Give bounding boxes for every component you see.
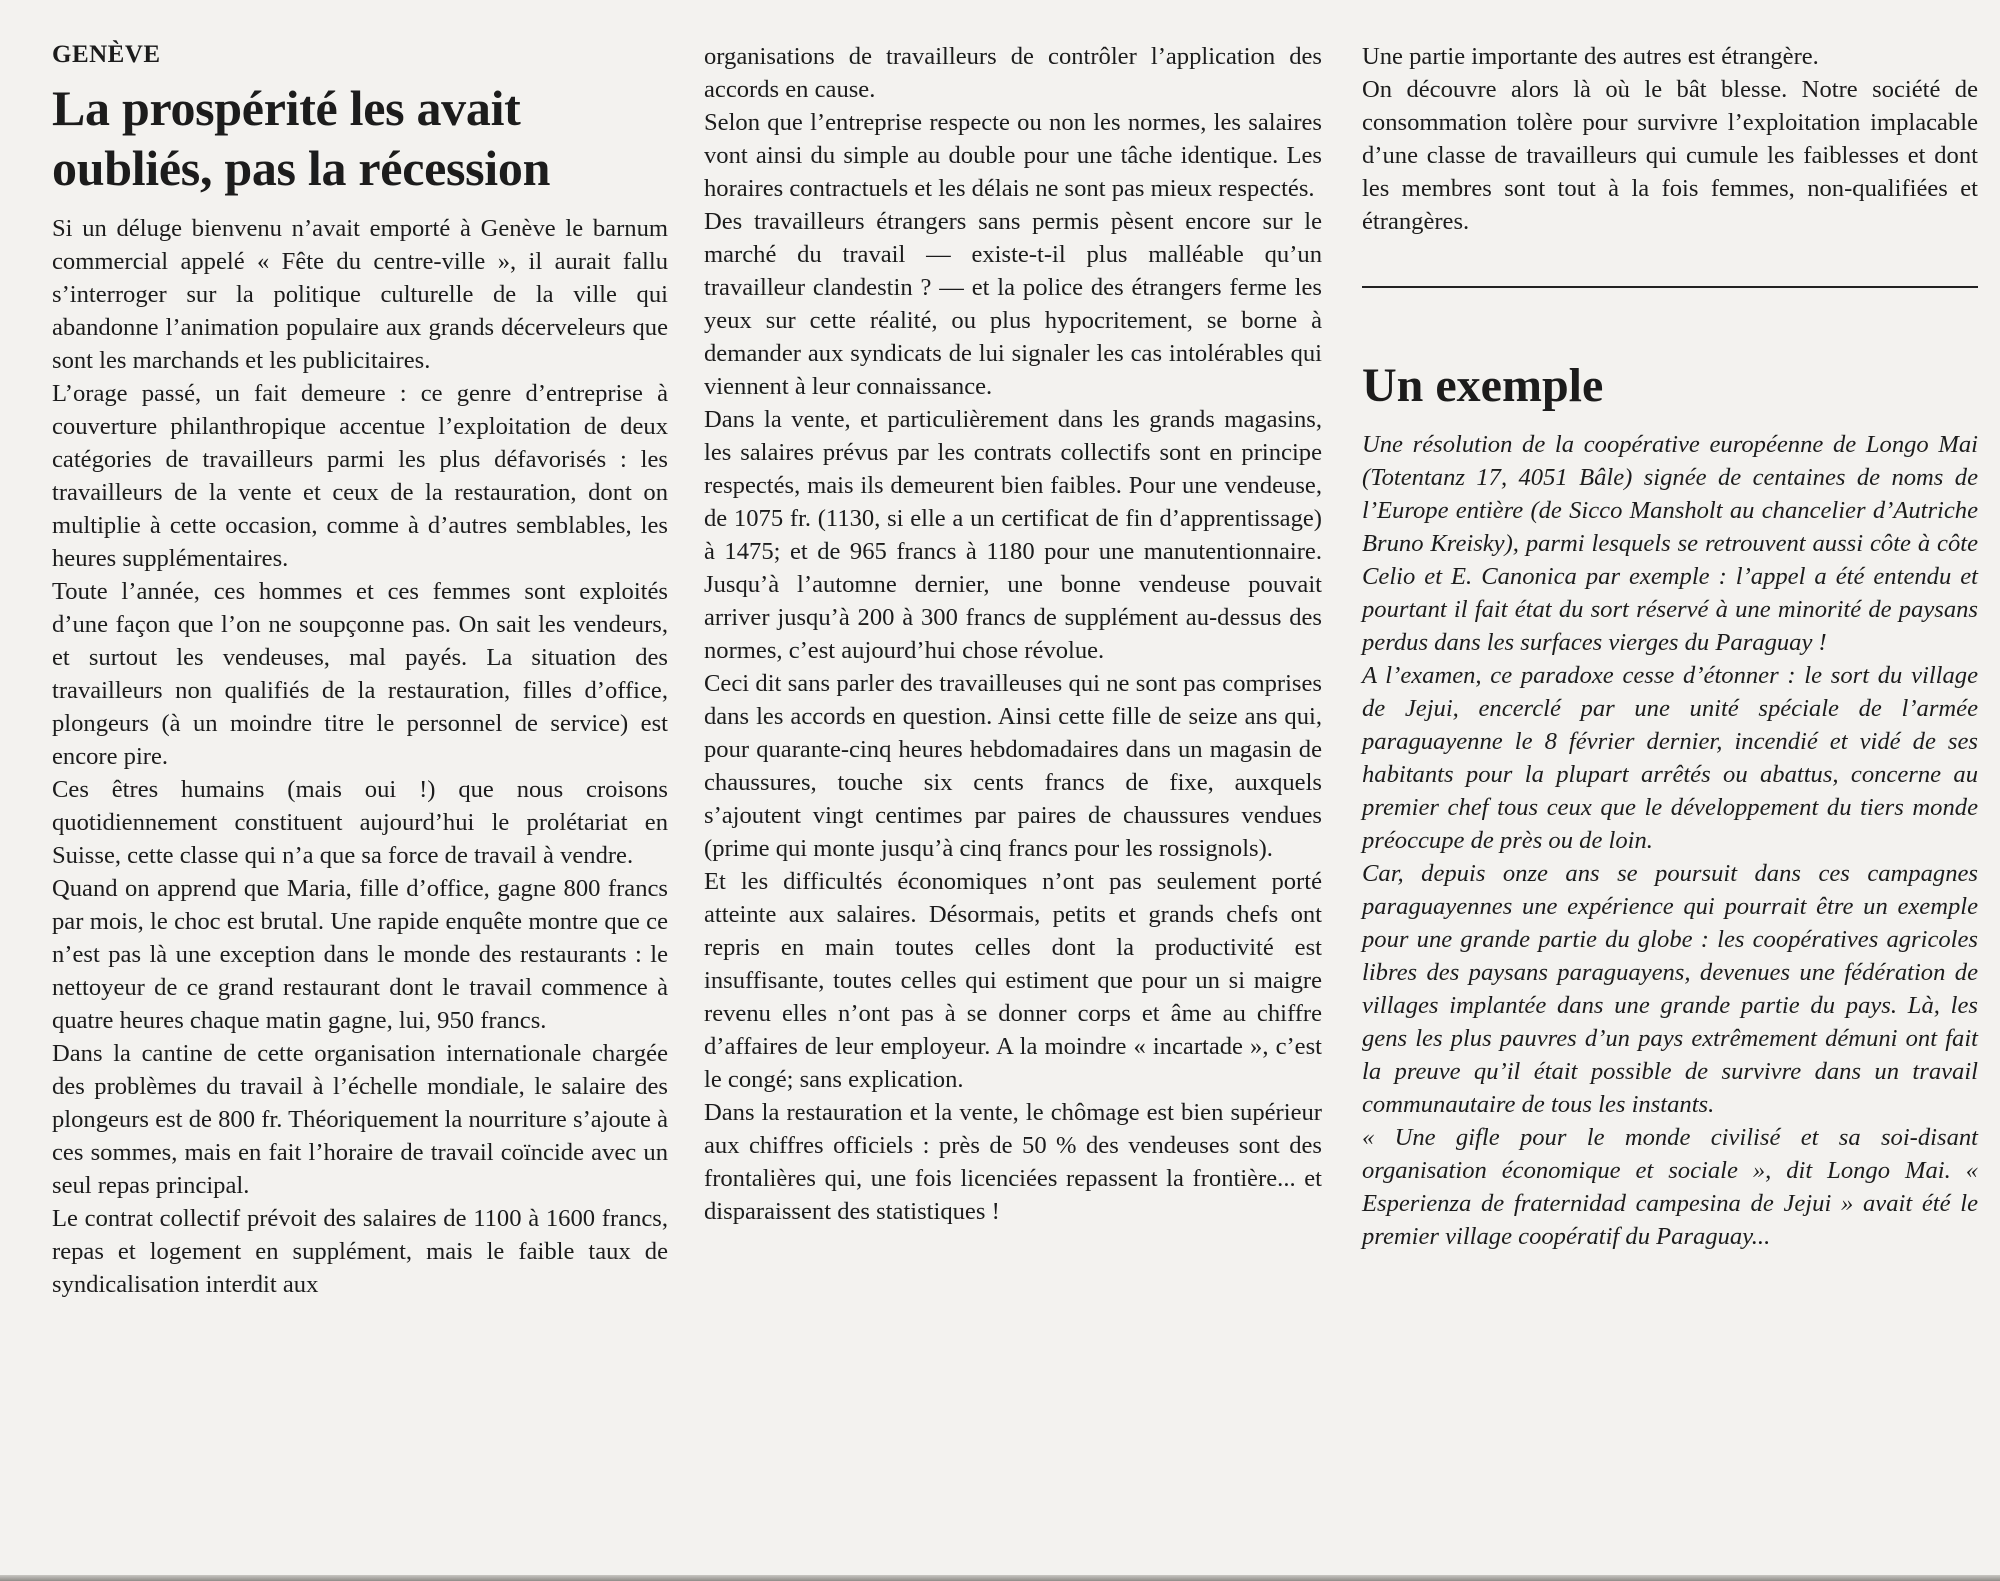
sidebar-paragraph: A l’examen, ce paradoxe cesse d’étonner : le sort du village de Jejui, encerclé par une unité spéciale de l’armée paraguayenne le 8 février dernier, incendié et vidé de ses habitants pour la plupart arrêtés ou abattus, concerne au premier chef tous ceux que le développement du tiers monde préoccupe de près ou de loin. [1362,662,1978,854]
column-3 [1362,40,1978,1253]
paragraph: Quand on apprend que Maria, fille d’office, gagne 800 francs par mois, le choc est brutal. Une rapide enquête montre que ce n’est pas là une exception dans le monde des restaurants : le nettoyeur de ce grand restaurant dont le travail commence à quatre heures chaque matin gagne, lui, 950 francs. [52,875,668,1034]
paragraph: Selon que l’entreprise respecte ou non les normes, les salaires vont ainsi du simple au double pour une tâche identique. Les horaires contractuels et les délais ne sont pas mieux respectés. [704,109,1322,202]
paragraph: Dans la cantine de cette organisation internationale chargée des problèmes du travail à l’échelle mondiale, le salaire des plongeurs est de 800 fr. Théoriquement la nourriture s’ajoute à ces sommes, mais en fait l’horaire de travail coïncide avec un seul repas principal. [52,1040,668,1199]
paragraph: Si un déluge bienvenu n’avait emporté à Genève le barnum commercial appelé « Fête du centre-ville », il aurait fallu s’interroger sur la politique culturelle de la ville qui abandonne l’animation populaire aux grands décerveleurs que sont les marchands et les publicitaires. [52,215,668,374]
page-edge [0,1575,2000,1581]
sidebar-paragraph: « Une gifle pour le monde civilisé et sa soi-disant organisation économique et sociale », dit Longo Mai. « Esperienza de fraternidad campesina de Jejui » avait été le premier village coopératif du Paraguay... [1362,1124,1978,1250]
paragraph: Et les difficultés économiques n’ont pas seulement porté atteinte aux salaires. Désormais, petits et grands chefs ont repris en main toutes celles dont la productivité est insuffisante, toutes celles qui estiment que pour un si maigre revenu elles n’ont pas à se donner corps et âme au chiffre d’affaires de leur employeur. A la moindre « incartade », c’est le congé; sans explication. [704,868,1322,1093]
paragraph: Le contrat collectif prévoit des salaires de 1100 à 1600 francs, repas et logement en supplément, mais le faible taux de syndicalisation interdit aux [52,1205,668,1298]
paragraph: Ceci dit sans parler des travailleuses qui ne sont pas comprises dans les accords en question. Ainsi cette fille de seize ans qui, pour quarante-cinq heures hebdomadaires dans un magasin de chaussures, touche six cents francs de fixe, auxquels s’ajoutent vingt centimes par paires de chaussures vendues (prime qui monte jusqu’à cinq francs pour les rossignols). [704,670,1322,862]
paragraph: On découvre alors là où le bât blesse. Notre société de consommation tolère pour survivre l’exploitation implacable d’une classe de travailleurs qui cumule les faiblesses et dont les membres sont tout à la fois femmes, non-qualifiées et étrangères. [1362,76,1978,235]
paragraph: Toute l’année, ces hommes et ces femmes sont exploités d’une façon que l’on ne soupçonne pas. On sait les vendeurs, et surtout les vendeuses, mal payés. La situation des travailleurs non qualifiés de la restauration, filles d’office, plongeurs (à un moindre titre le personnel de service) est encore pire. [52,578,668,770]
section-divider [1362,286,1978,288]
paragraph: organisations de travailleurs de contrôler l’application des accords en cause. [704,43,1322,103]
kicker: GENÈVE [52,41,161,68]
sidebar-title: Un exemple [1362,359,1604,412]
paragraph: Dans la vente, et particulièrement dans les grands magasins, les salaires prévus par les contrats collectifs sont en principe respectés, mais ils demeurent bien faibles. Pour une vendeuse, de 1075 fr. (1130, si elle a un certificat de fin d’apprentissage) à 1475; et de 965 francs à 1180 pour une manutentionnaire. Jusqu’à l’automne dernier, une bonne vendeuse pouvait arriver jusqu’à 200 à 300 francs de supplément au-dessus des normes, c’est aujourd’hui chose révolue. [704,406,1322,664]
headline: La prospérité les avait oubliés, pas la récession [52,80,551,196]
column-2 [704,40,1322,1228]
paragraph: Ces êtres humains (mais oui !) que nous croisons quotidiennement constituent aujourd’hui le prolétariat en Suisse, cette classe qui n’a que sa force de travail à vendre. [52,776,668,869]
paragraph: L’orage passé, un fait demeure : ce genre d’entreprise à couverture philanthropique accentue l’exploitation de deux catégories de travailleurs parmi les plus défavorisés : les travailleurs de la vente et ceux de la restauration, dont on multiplie à cette occasion, comme à d’autres semblables, les heures supplémentaires. [52,380,668,572]
column-1 [52,40,668,1301]
sidebar-paragraph: Une résolution de la coopérative européenne de Longo Mai (Totentanz 17, 4051 Bâle) signée de centaines de noms de l’Europe entière (de Sicco Mansholt au chancelier d’Autriche Bruno Kreisky), parmi lesquels se retrouvent aussi côte à côte Celio et E. Canonica par exemple : l’appel a été entendu et pourtant il fait état du sort réservé à une minorité de paysans perdus dans les surfaces vierges du Paraguay ! [1362,431,1978,656]
paragraph: Une partie importante des autres est étrangère. [1362,43,1819,70]
paragraph: Dans la restauration et la vente, le chômage est bien supérieur aux chiffres officiels : près de 50 % des vendeuses sont des frontalières qui, une fois licenciées repassent la frontière... et disparaissent des statistiques ! [704,1099,1322,1225]
paragraph: Des travailleurs étrangers sans permis pèsent encore sur le marché du travail — existe-t-il plus malléable qu’un travailleur clandestin ? — et la police des étrangers ferme les yeux sur cette réalité, ou plus hypocritement, se borne à demander aux syndicats de lui signaler les cas intolérables qui viennent à leur connaissance. [704,208,1322,400]
sidebar-paragraph: Car, depuis onze ans se poursuit dans ces campagnes paraguayennes une expérience qui pourrait être un exemple pour une grande partie du globe : les coopératives agricoles libres des paysans paraguayens, devenues une fédération de villages implantée dans une grande partie du pays. Là, les gens les plus pauvres d’un pays extrêmement démuni ont fait la preuve qu’il était possible de survivre dans un travail communautaire de tous les instants. [1362,860,1978,1118]
